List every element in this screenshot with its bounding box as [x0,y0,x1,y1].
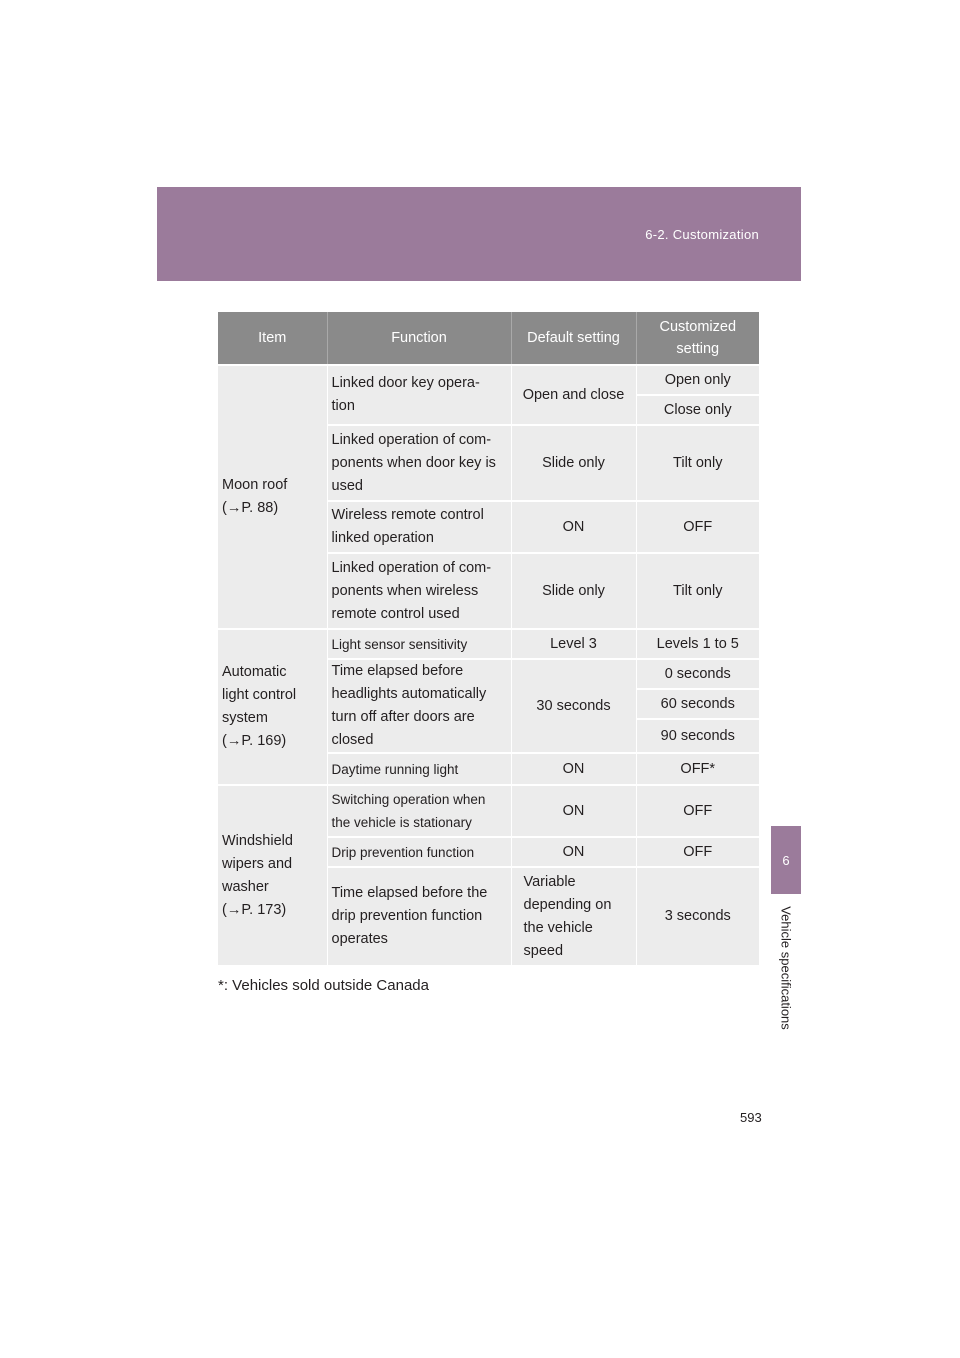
function-line: the vehicle is stationary [331,815,472,830]
chapter-tab [771,826,801,894]
header-customized-line2: setting [676,341,720,357]
custom-cell: Tilt only [636,425,759,501]
default-cell: ON [511,785,636,837]
function-line: drip prevention function [331,908,483,924]
item-moon-roof [218,365,327,629]
chapter-label: Vehicle specifications [778,906,794,1030]
header-default: Default setting [511,312,636,365]
table-row [218,785,759,837]
function-line: turn off after doors are [331,709,475,725]
section-title: 6-2. Customization [645,227,759,242]
table-header-row [218,312,759,365]
function-line: Linked operation of com- [331,560,492,576]
function-cell [327,365,511,425]
default-cell: 30 seconds [511,659,636,753]
custom-cell: Open only [636,365,759,395]
footnote: *: Vehicles sold outside Canada [218,977,429,994]
default-cell: Slide only [511,553,636,629]
function-cell: Drip prevention function [327,837,511,867]
item-line: Automatic [222,664,287,680]
function-line: ponents when wireless [331,583,479,599]
default-line: depending on [523,896,612,913]
function-line: remote control used [331,606,460,622]
default-cell: Level 3 [511,629,636,659]
default-cell: ON [511,837,636,867]
header-item: Item [218,312,327,365]
header-customized-line1: Customized [659,319,737,335]
function-line: Time elapsed before [331,663,464,679]
item-line: (→P. 173) [222,901,287,918]
function-line: used [331,477,363,494]
function-cell [327,425,511,501]
custom-cell: 90 seconds [636,719,759,753]
customization-table [218,312,759,965]
default-line: the vehicle [523,919,593,936]
page-number: 593 [740,1110,762,1125]
default-cell [511,867,636,965]
custom-cell: Levels 1 to 5 [636,629,759,659]
custom-cell: OFF [636,501,759,553]
custom-cell: 0 seconds [636,659,759,689]
item-line: Windshield [222,832,293,849]
table-row [218,365,759,395]
item-line: washer [222,878,269,895]
default-line: Variable [523,873,576,890]
default-cell: Open and close [511,365,636,425]
function-cell [327,867,511,965]
custom-cell: Tilt only [636,553,759,629]
function-cell [327,659,511,753]
custom-cell: 3 seconds [636,867,759,965]
function-line: linked operation [331,530,434,546]
function-cell [327,553,511,629]
function-cell [327,501,511,553]
default-cell: ON [511,753,636,785]
item-line: (→P. 169) [222,733,287,749]
function-line: operates [331,931,388,947]
item-light-control [218,629,327,785]
default-cell: Slide only [511,425,636,501]
function-cell: Daytime running light [327,753,511,785]
function-line: Linked door key opera- [331,375,480,391]
section-header-band [157,187,801,281]
item-wipers [218,785,327,965]
chapter-number: 6 [782,852,790,868]
function-line: ponents when door key is [331,454,496,471]
function-line: closed [331,732,374,748]
item-line: system [222,710,268,726]
function-cell [327,785,511,837]
item-line: light control [222,687,297,703]
table-row [218,629,759,659]
item-line: Moon roof [222,477,288,493]
function-line: Switching operation when [331,792,486,807]
custom-cell: OFF* [636,753,759,785]
default-cell: ON [511,501,636,553]
function-line: tion [331,398,355,414]
header-customized [636,312,759,365]
default-line: speed [523,942,564,959]
function-line: headlights automatically [331,686,487,702]
function-cell: Light sensor sensitivity [327,629,511,659]
function-line: Linked operation of com- [331,431,492,448]
custom-cell: 60 seconds [636,689,759,719]
header-function: Function [327,312,511,365]
custom-cell: Close only [636,395,759,425]
function-line: Time elapsed before the [331,885,488,901]
custom-cell: OFF [636,837,759,867]
function-line: Wireless remote control [331,507,484,523]
item-line: wipers and [222,855,293,872]
item-line: (→P. 88) [222,500,279,516]
custom-cell: OFF [636,785,759,837]
